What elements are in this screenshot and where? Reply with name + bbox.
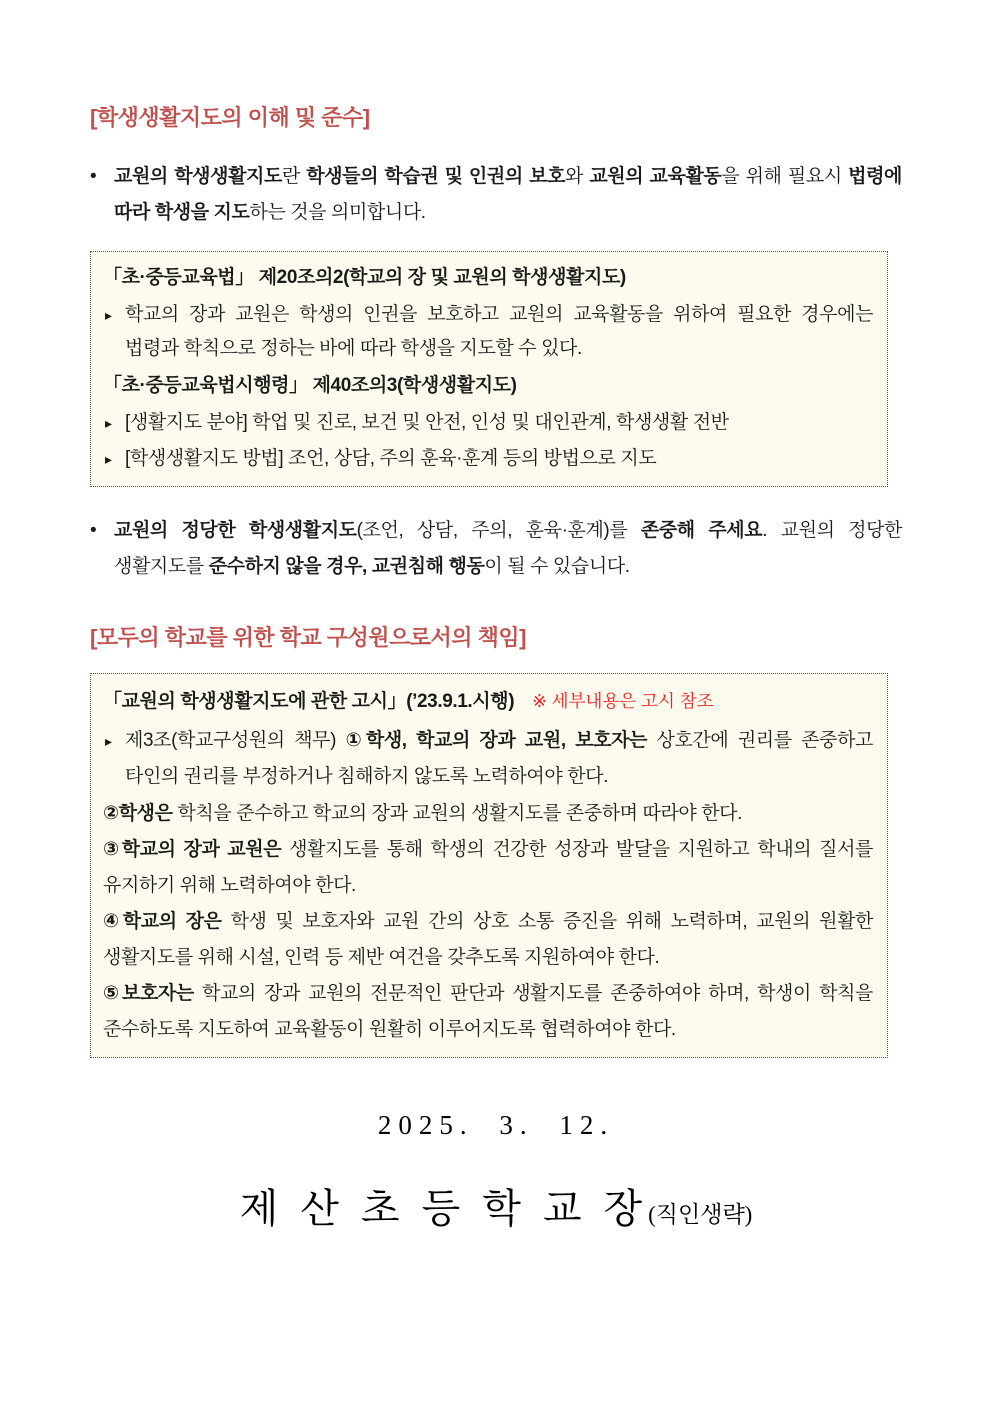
notice-item-2: ②학생은 학칙을 준수하고 학교의 장과 교원의 생활지도를 존중하며 따라야 한다. [103, 803, 743, 824]
notice-item-4: ④학교의 장은 학생 및 보호자와 교원 간의 상호 소통 증진을 위해 노력하며, 교원의 원활한 생활지도를 위해 시설, 인력 등 제반 여건을 갖추도록 지원하여야 한다. [103, 911, 874, 968]
law-item [103, 297, 873, 367]
law-item [103, 405, 873, 441]
law-item-text: [학생생활지도 방법] 조언, 상담, 주의 훈육·훈계 등의 방법으로 지도 [125, 448, 657, 469]
section2-title: [모두의 학교를 위한 학교 구성원으로서의 책임] [90, 625, 527, 650]
law-box-notice [90, 673, 888, 1058]
document-content [90, 0, 902, 1234]
notice-item-1 [103, 722, 873, 796]
notice-header-title: 「교원의 학생생활지도에 관한 고시」(’23.9.1.시행) [103, 691, 515, 712]
notice-reference-note: ※ 세부내용은 고시 참조 [532, 691, 714, 711]
triangle-bullet-icon: ▸ [105, 307, 113, 323]
respect-paragraph [90, 513, 902, 585]
triangle-bullet-icon: ▸ [105, 451, 113, 467]
notice-item-3: ③학교의 장과 교원은 생활지도를 통해 학생의 건강한 성장과 발달을 지원하고 학내의 질서를 유지하기 위해 노력하여야 한다. [103, 839, 874, 896]
signature-line [90, 1177, 902, 1234]
law-box-education-act [90, 251, 888, 487]
law-header-decree: 「초·중등교육법시행령」 제40조의3(학생생활지도) [103, 375, 517, 396]
triangle-bullet-icon: ▸ [105, 733, 113, 749]
signer-title: 제 산 초 등 학 교 장 [239, 1186, 649, 1231]
bullet-dot-icon: • [90, 520, 97, 541]
intro-paragraph [90, 159, 902, 231]
section1-title: [학생생활지도의 이해 및 준수] [90, 105, 370, 130]
triangle-bullet-icon: ▸ [105, 415, 113, 431]
respect-text: 교원의 정당한 학생생활지도(조언, 상담, 주의, 훈육·훈계)를 존중해 주세요. 교원의 정당한 생활지도를 준수하지 않을 경우, 교권침해 행동이 될 수 있습니다. [114, 520, 902, 577]
document-date: 2025. 3. 12. [377, 1110, 615, 1140]
law-item-text: 학교의 장과 교원은 학생의 인권을 보호하고 교원의 교육활동을 위하여 필요한 경우에는 법령과 학칙으로 정하는 바에 따라 학생을 지도할 수 있다. [125, 304, 873, 359]
intro-text: 교원의 학생생활지도란 학생들의 학습권 및 인권의 보호와 교원의 교육활동을 위해 필요시 법령에 따라 학생을 지도하는 것을 의미합니다. [114, 166, 903, 223]
law-header-act: 「초·중등교육법」 제20조의2(학교의 장 및 교원의 학생생활지도) [103, 267, 626, 288]
law-item [103, 441, 873, 477]
law-item-text: [생활지도 분야] 학업 및 진로, 보건 및 안전, 인성 및 대인관계, 학생생활 전반 [125, 412, 729, 433]
notice-item-5: ⑤보호자는 학교의 장과 교원의 전문적인 판단과 생활지도를 존중하여야 하며, 학생이 학칙을 준수하도록 지도하여 교육활동이 원활히 이루어지도록 협력하여야 한다. [103, 983, 873, 1040]
notice-header [103, 681, 873, 722]
notice-item-text: 제3조(학교구성원의 책무) ①학생, 학교의 장과 교원, 보호자는 상호간에 권리를 존중하고 타인의 권리를 부정하거나 침해하지 않도록 노력하여야 한다. [125, 730, 873, 787]
bullet-dot-icon: • [90, 166, 97, 187]
seal-omitted-note: (직인생략) [648, 1202, 753, 1227]
